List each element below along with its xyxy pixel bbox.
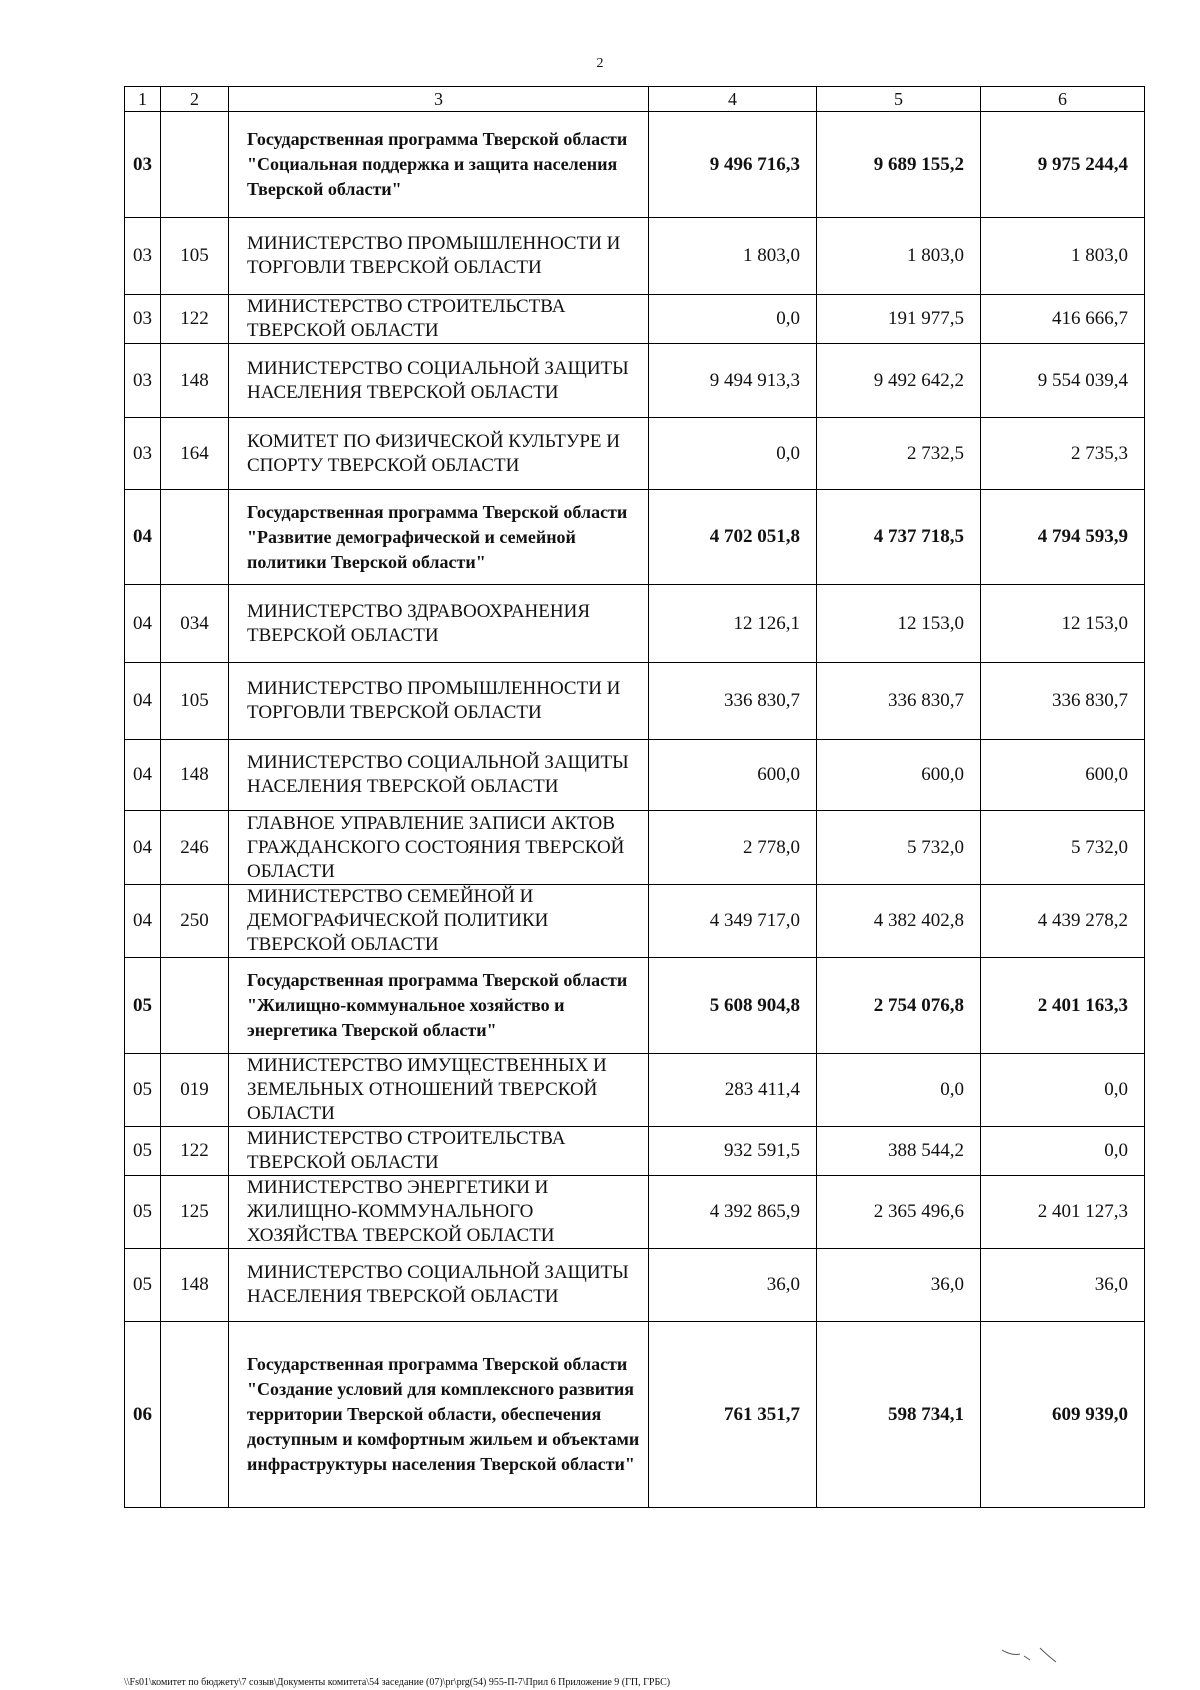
- program-code-cell: 05: [125, 1249, 161, 1322]
- column-header: 5: [817, 87, 981, 112]
- table-header-row: [125, 87, 1145, 112]
- program-code-cell: 03: [125, 344, 161, 418]
- grbs-code-cell: 034: [161, 585, 229, 663]
- program-code-cell: 04: [125, 490, 161, 585]
- program-code-cell: 05: [125, 1054, 161, 1127]
- name-cell: Государственная программа Тверской области "Создание условий для комплексного развития территории Тверской области, обеспечения доступным и комфортным жильем и объектами инфраструктуры населения Тверской области": [229, 1322, 649, 1508]
- value-col6-cell: 2 401 163,3: [981, 958, 1145, 1054]
- grbs-code-cell: 019: [161, 1054, 229, 1127]
- program-code-cell: 03: [125, 295, 161, 344]
- name-cell: Государственная программа Тверской области "Развитие демографической и семейной политики Тверской области": [229, 490, 649, 585]
- value-col4-cell: 1 803,0: [649, 218, 817, 295]
- name-cell: КОМИТЕТ ПО ФИЗИЧЕСКОЙ КУЛЬТУРЕ И СПОРТУ ТВЕРСКОЙ ОБЛАСТИ: [229, 418, 649, 490]
- value-col4-cell: 0,0: [649, 418, 817, 490]
- table-row: [125, 1054, 1145, 1127]
- program-code-cell: 04: [125, 585, 161, 663]
- value-col6-cell: 36,0: [981, 1249, 1145, 1322]
- value-col4-cell: 932 591,5: [649, 1127, 817, 1176]
- value-col4-cell: 12 126,1: [649, 585, 817, 663]
- value-col4-cell: 4 702 051,8: [649, 490, 817, 585]
- name-cell: МИНИСТЕРСТВО ИМУЩЕСТВЕННЫХ И ЗЕМЕЛЬНЫХ ОТНОШЕНИЙ ТВЕРСКОЙ ОБЛАСТИ: [229, 1054, 649, 1127]
- value-col5-cell: 4 382 402,8: [817, 885, 981, 958]
- program-row: [125, 1322, 1145, 1508]
- table-row: [125, 585, 1145, 663]
- name-cell: МИНИСТЕРСТВО СЕМЕЙНОЙ И ДЕМОГРАФИЧЕСКОЙ ПОЛИТИКИ ТВЕРСКОЙ ОБЛАСТИ: [229, 885, 649, 958]
- grbs-code-cell: [161, 958, 229, 1054]
- program-row: [125, 112, 1145, 218]
- grbs-code-cell: 250: [161, 885, 229, 958]
- value-col4-cell: 36,0: [649, 1249, 817, 1322]
- value-col5-cell: 36,0: [817, 1249, 981, 1322]
- value-col5-cell: 2 754 076,8: [817, 958, 981, 1054]
- value-col6-cell: 416 666,7: [981, 295, 1145, 344]
- table-row: [125, 1176, 1145, 1249]
- table-row: [125, 1127, 1145, 1176]
- value-col6-cell: 2 401 127,3: [981, 1176, 1145, 1249]
- value-col4-cell: 9 496 716,3: [649, 112, 817, 218]
- grbs-code-cell: 105: [161, 663, 229, 740]
- name-cell: МИНИСТЕРСТВО СТРОИТЕЛЬСТВА ТВЕРСКОЙ ОБЛАСТИ: [229, 1127, 649, 1176]
- column-header: 2: [161, 87, 229, 112]
- value-col6-cell: 0,0: [981, 1127, 1145, 1176]
- table-row: [125, 295, 1145, 344]
- value-col6-cell: 0,0: [981, 1054, 1145, 1127]
- table-row: [125, 418, 1145, 490]
- program-row: [125, 490, 1145, 585]
- name-cell: МИНИСТЕРСТВО ПРОМЫШЛЕННОСТИ И ТОРГОВЛИ ТВЕРСКОЙ ОБЛАСТИ: [229, 663, 649, 740]
- value-col5-cell: 4 737 718,5: [817, 490, 981, 585]
- program-code-cell: 04: [125, 740, 161, 811]
- value-col5-cell: 2 365 496,6: [817, 1176, 981, 1249]
- program-code-cell: 04: [125, 885, 161, 958]
- grbs-code-cell: 122: [161, 295, 229, 344]
- grbs-code-cell: 148: [161, 1249, 229, 1322]
- value-col4-cell: 600,0: [649, 740, 817, 811]
- value-col5-cell: 5 732,0: [817, 811, 981, 885]
- value-col5-cell: 600,0: [817, 740, 981, 811]
- name-cell: ГЛАВНОЕ УПРАВЛЕНИЕ ЗАПИСИ АКТОВ ГРАЖДАНСКОГО СОСТОЯНИЯ ТВЕРСКОЙ ОБЛАСТИ: [229, 811, 649, 885]
- grbs-code-cell: 148: [161, 344, 229, 418]
- value-col6-cell: 4 794 593,9: [981, 490, 1145, 585]
- table-row: [125, 885, 1145, 958]
- table-row: [125, 663, 1145, 740]
- name-cell: МИНИСТЕРСТВО СТРОИТЕЛЬСТВА ТВЕРСКОЙ ОБЛАСТИ: [229, 295, 649, 344]
- footer-file-path: \\Fs01\комитет по бюджету\7 созыв\Документы комитета\54 заседание (07)\pr\prg(54) 955-П-7\Прил 6 Приложение 9 (ГП, ГРБС): [124, 1677, 671, 1688]
- pen-mark: [1000, 1642, 1060, 1672]
- value-col5-cell: 12 153,0: [817, 585, 981, 663]
- value-col6-cell: 4 439 278,2: [981, 885, 1145, 958]
- program-code-cell: 05: [125, 958, 161, 1054]
- table-row: [125, 344, 1145, 418]
- value-col4-cell: 336 830,7: [649, 663, 817, 740]
- grbs-code-cell: [161, 1322, 229, 1508]
- program-code-cell: 05: [125, 1127, 161, 1176]
- value-col6-cell: 12 153,0: [981, 585, 1145, 663]
- value-col5-cell: 9 689 155,2: [817, 112, 981, 218]
- name-cell: МИНИСТЕРСТВО ЭНЕРГЕТИКИ И ЖИЛИЩНО-КОММУНАЛЬНОГО ХОЗЯЙСТВА ТВЕРСКОЙ ОБЛАСТИ: [229, 1176, 649, 1249]
- column-header: 4: [649, 87, 817, 112]
- program-code-cell: 05: [125, 1176, 161, 1249]
- grbs-code-cell: [161, 490, 229, 585]
- value-col5-cell: 598 734,1: [817, 1322, 981, 1508]
- table-row: [125, 218, 1145, 295]
- value-col6-cell: 2 735,3: [981, 418, 1145, 490]
- value-col6-cell: 609 939,0: [981, 1322, 1145, 1508]
- program-code-cell: 03: [125, 112, 161, 218]
- value-col4-cell: 0,0: [649, 295, 817, 344]
- grbs-code-cell: 125: [161, 1176, 229, 1249]
- program-row: [125, 958, 1145, 1054]
- value-col4-cell: 5 608 904,8: [649, 958, 817, 1054]
- value-col5-cell: 388 544,2: [817, 1127, 981, 1176]
- value-col4-cell: 2 778,0: [649, 811, 817, 885]
- value-col5-cell: 191 977,5: [817, 295, 981, 344]
- value-col4-cell: 283 411,4: [649, 1054, 817, 1127]
- name-cell: МИНИСТЕРСТВО СОЦИАЛЬНОЙ ЗАЩИТЫ НАСЕЛЕНИЯ ТВЕРСКОЙ ОБЛАСТИ: [229, 740, 649, 811]
- budget-table: [124, 86, 1145, 1508]
- value-col5-cell: 0,0: [817, 1054, 981, 1127]
- program-code-cell: 04: [125, 811, 161, 885]
- column-header: 1: [125, 87, 161, 112]
- value-col6-cell: 336 830,7: [981, 663, 1145, 740]
- name-cell: МИНИСТЕРСТВО ПРОМЫШЛЕННОСТИ И ТОРГОВЛИ ТВЕРСКОЙ ОБЛАСТИ: [229, 218, 649, 295]
- grbs-code-cell: 105: [161, 218, 229, 295]
- value-col6-cell: 9 554 039,4: [981, 344, 1145, 418]
- name-cell: МИНИСТЕРСТВО СОЦИАЛЬНОЙ ЗАЩИТЫ НАСЕЛЕНИЯ ТВЕРСКОЙ ОБЛАСТИ: [229, 344, 649, 418]
- column-header: 3: [229, 87, 649, 112]
- value-col4-cell: 4 392 865,9: [649, 1176, 817, 1249]
- value-col5-cell: 336 830,7: [817, 663, 981, 740]
- name-cell: МИНИСТЕРСТВО СОЦИАЛЬНОЙ ЗАЩИТЫ НАСЕЛЕНИЯ ТВЕРСКОЙ ОБЛАСТИ: [229, 1249, 649, 1322]
- value-col4-cell: 9 494 913,3: [649, 344, 817, 418]
- value-col6-cell: 600,0: [981, 740, 1145, 811]
- table-row: [125, 1249, 1145, 1322]
- value-col6-cell: 1 803,0: [981, 218, 1145, 295]
- value-col5-cell: 1 803,0: [817, 218, 981, 295]
- grbs-code-cell: 148: [161, 740, 229, 811]
- value-col5-cell: 9 492 642,2: [817, 344, 981, 418]
- grbs-code-cell: 246: [161, 811, 229, 885]
- grbs-code-cell: 164: [161, 418, 229, 490]
- value-col6-cell: 9 975 244,4: [981, 112, 1145, 218]
- value-col5-cell: 2 732,5: [817, 418, 981, 490]
- name-cell: МИНИСТЕРСТВО ЗДРАВООХРАНЕНИЯ ТВЕРСКОЙ ОБЛАСТИ: [229, 585, 649, 663]
- program-code-cell: 06: [125, 1322, 161, 1508]
- value-col6-cell: 5 732,0: [981, 811, 1145, 885]
- value-col4-cell: 4 349 717,0: [649, 885, 817, 958]
- table-row: [125, 740, 1145, 811]
- program-code-cell: 03: [125, 418, 161, 490]
- name-cell: Государственная программа Тверской области "Социальная поддержка и защита населения Тверской области": [229, 112, 649, 218]
- table-row: [125, 811, 1145, 885]
- name-cell: Государственная программа Тверской области "Жилищно-коммунальное хозяйство и энергетика Тверской области": [229, 958, 649, 1054]
- grbs-code-cell: [161, 112, 229, 218]
- column-header: 6: [981, 87, 1145, 112]
- page-number: 2: [596, 56, 604, 71]
- program-code-cell: 03: [125, 218, 161, 295]
- grbs-code-cell: 122: [161, 1127, 229, 1176]
- value-col4-cell: 761 351,7: [649, 1322, 817, 1508]
- program-code-cell: 04: [125, 663, 161, 740]
